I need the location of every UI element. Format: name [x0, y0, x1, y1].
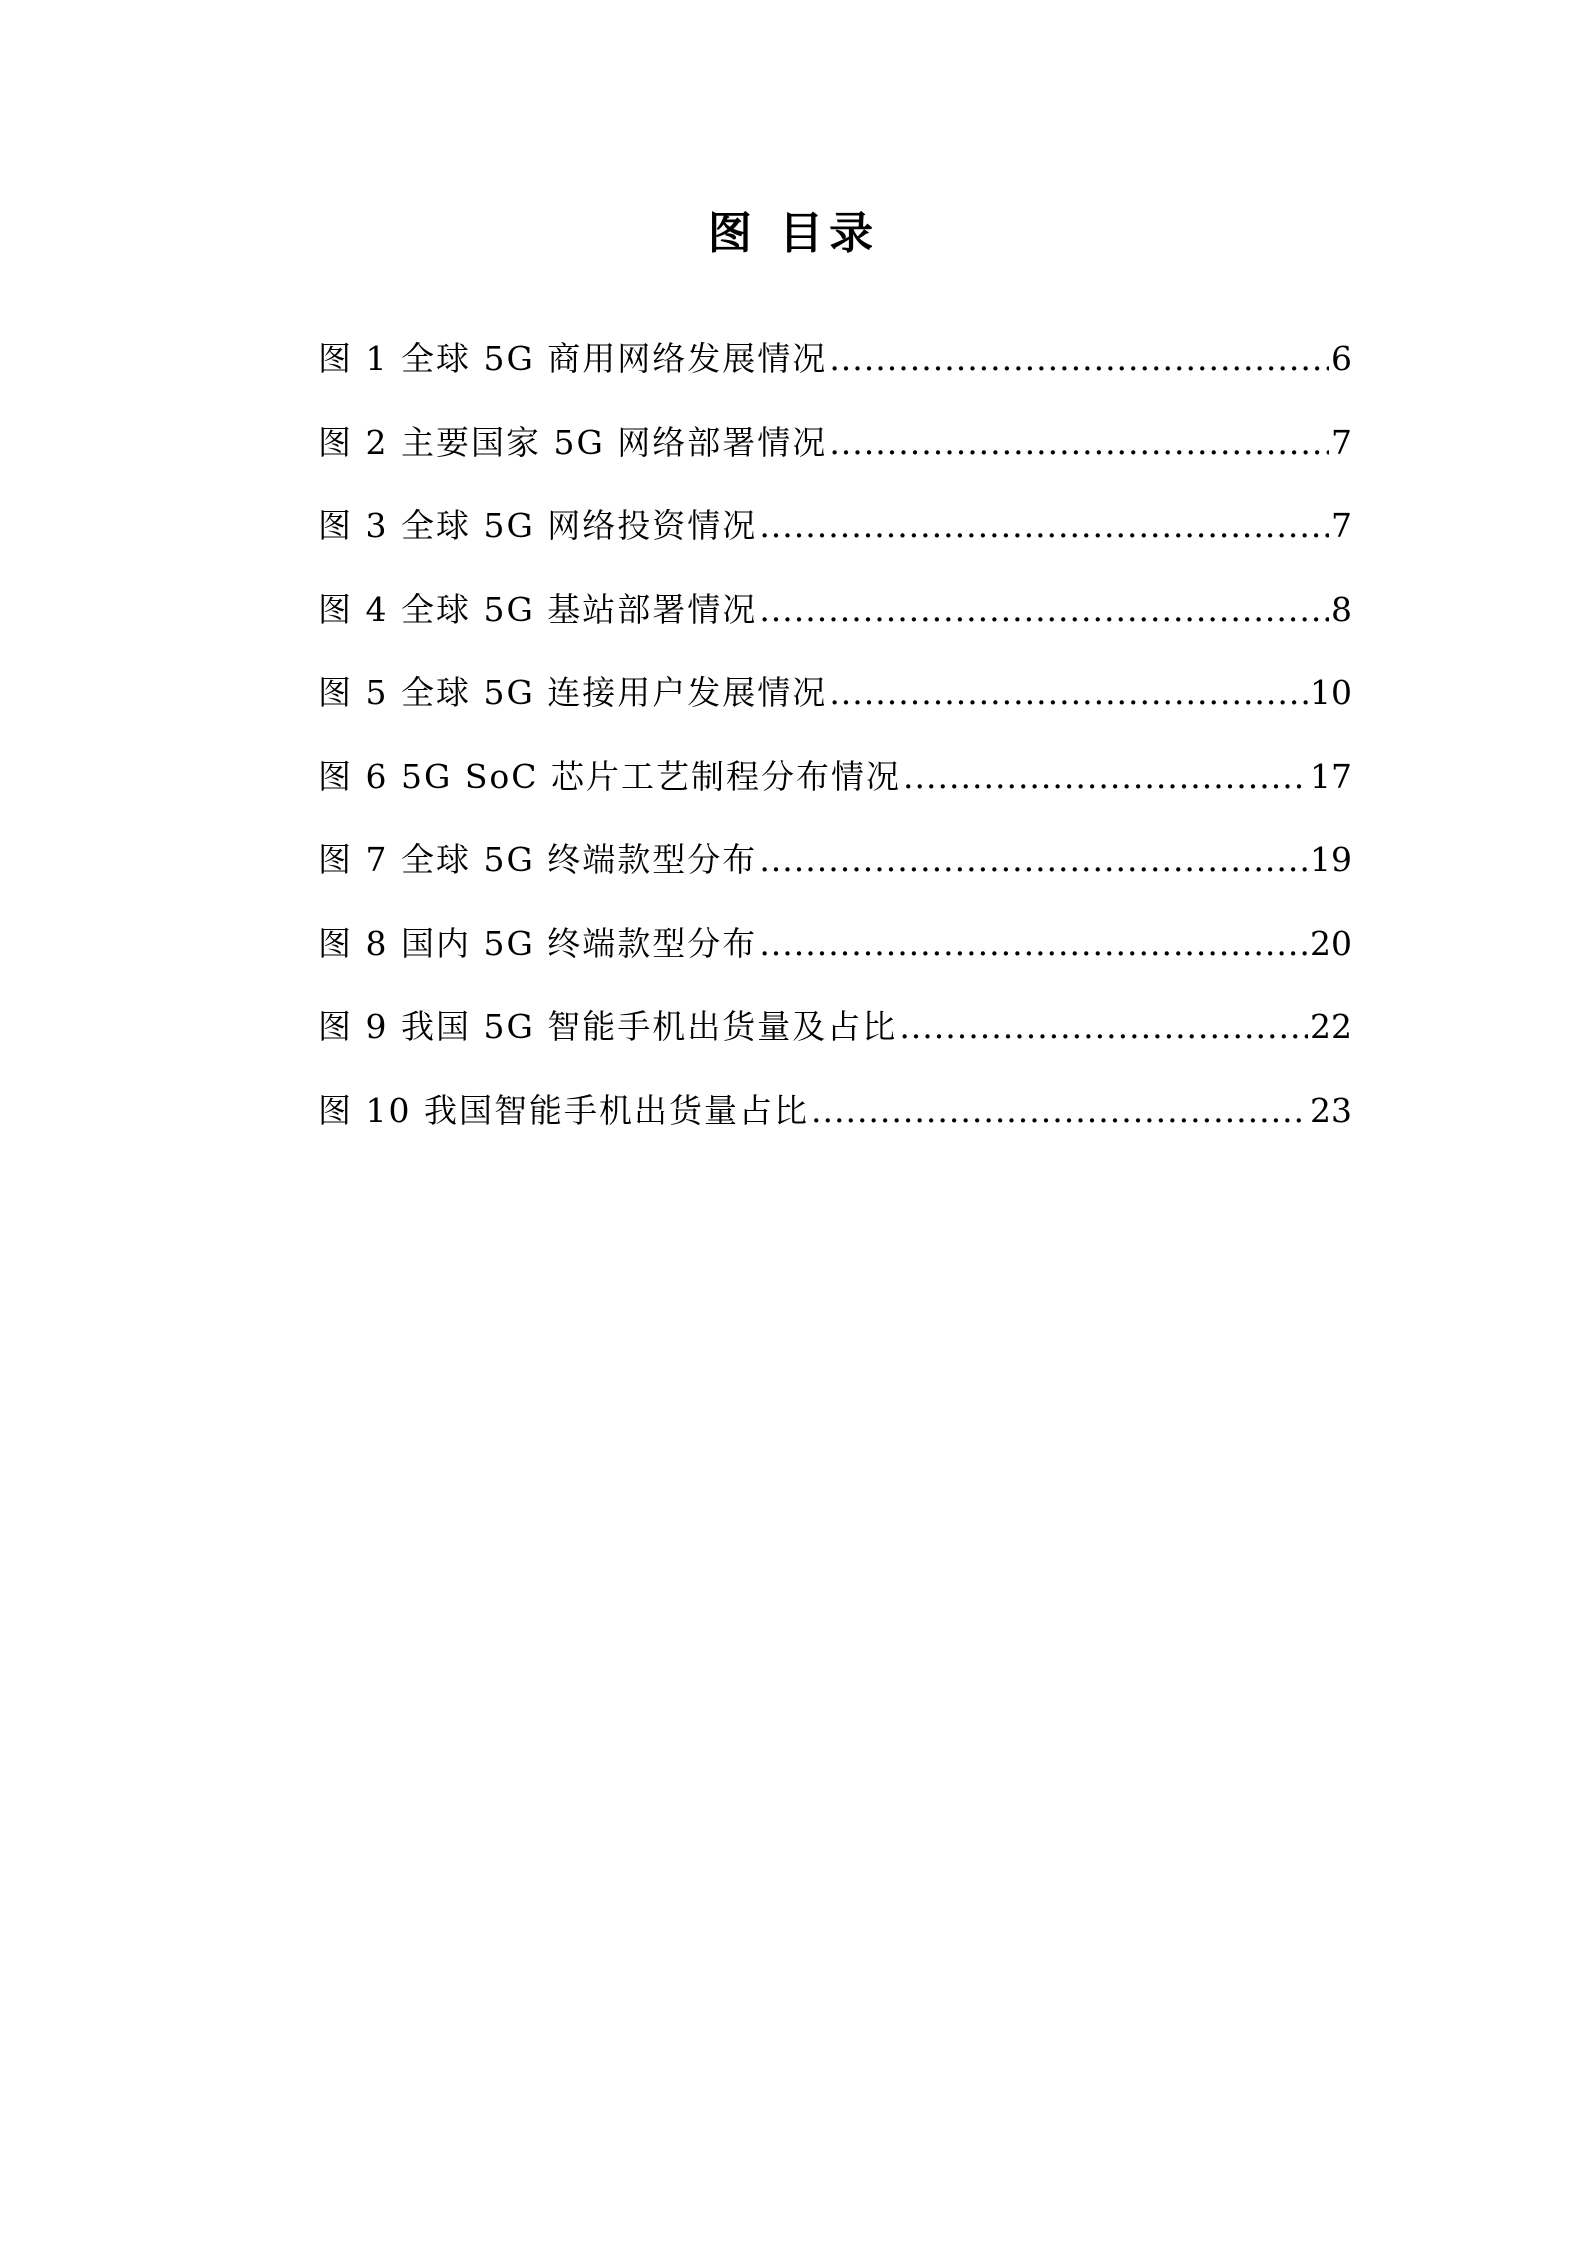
toc-entry[interactable] [318, 668, 1352, 752]
toc-entry-label: 图 10 我国智能手机出货量占比 [318, 1090, 809, 1130]
toc-entry[interactable] [318, 334, 1352, 418]
toc-entry[interactable] [318, 752, 1352, 836]
dot-leader [903, 752, 1308, 802]
toc-entry-page: 6 [1331, 339, 1352, 378]
dot-leader [759, 919, 1308, 969]
toc-entry[interactable] [318, 835, 1352, 919]
dot-leader [759, 585, 1329, 635]
toc-entry-page: 17 [1310, 756, 1352, 796]
toc-entry-page: 7 [1331, 506, 1352, 545]
toc-entry-label: 图 1 全球 5G 商用网络发展情况 [318, 339, 828, 378]
toc-entry[interactable] [318, 418, 1352, 502]
figure-list [318, 334, 1352, 1169]
toc-entry[interactable] [318, 1086, 1352, 1170]
toc-entry-label: 图 7 全球 5G 终端款型分布 [318, 840, 758, 879]
toc-entry-page: 8 [1331, 589, 1352, 629]
dot-leader [829, 334, 1329, 384]
toc-entry-label: 图 9 我国 5G 智能手机出货量及占比 [318, 1007, 898, 1046]
dot-leader [759, 501, 1329, 551]
toc-entry-page: 7 [1331, 422, 1352, 462]
dot-leader [829, 418, 1329, 468]
toc-entry-label: 图 2 主要国家 5G 网络部署情况 [318, 422, 828, 462]
dot-leader [829, 668, 1308, 718]
toc-entry-label: 图 6 5G SoC 芯片工艺制程分布情况 [318, 756, 902, 796]
page-title: 图 目录 [707, 208, 880, 259]
dot-leader [759, 835, 1308, 885]
toc-entry-page: 22 [1310, 1007, 1352, 1046]
toc-entry-page: 10 [1310, 673, 1352, 712]
toc-entry-page: 19 [1310, 840, 1352, 879]
dot-leader [811, 1086, 1308, 1136]
dot-leader [899, 1002, 1308, 1052]
toc-entry-label: 图 3 全球 5G 网络投资情况 [318, 506, 758, 545]
toc-entry-label: 图 8 国内 5G 终端款型分布 [318, 923, 758, 963]
toc-entry[interactable] [318, 501, 1352, 585]
toc-entry-label: 图 5 全球 5G 连接用户发展情况 [318, 673, 828, 712]
toc-entry[interactable] [318, 1002, 1352, 1086]
toc-entry-page: 20 [1310, 923, 1352, 963]
toc-entry[interactable] [318, 919, 1352, 1003]
toc-entry[interactable] [318, 585, 1352, 669]
toc-entry-page: 23 [1310, 1090, 1352, 1130]
toc-entry-label: 图 4 全球 5G 基站部署情况 [318, 589, 758, 629]
